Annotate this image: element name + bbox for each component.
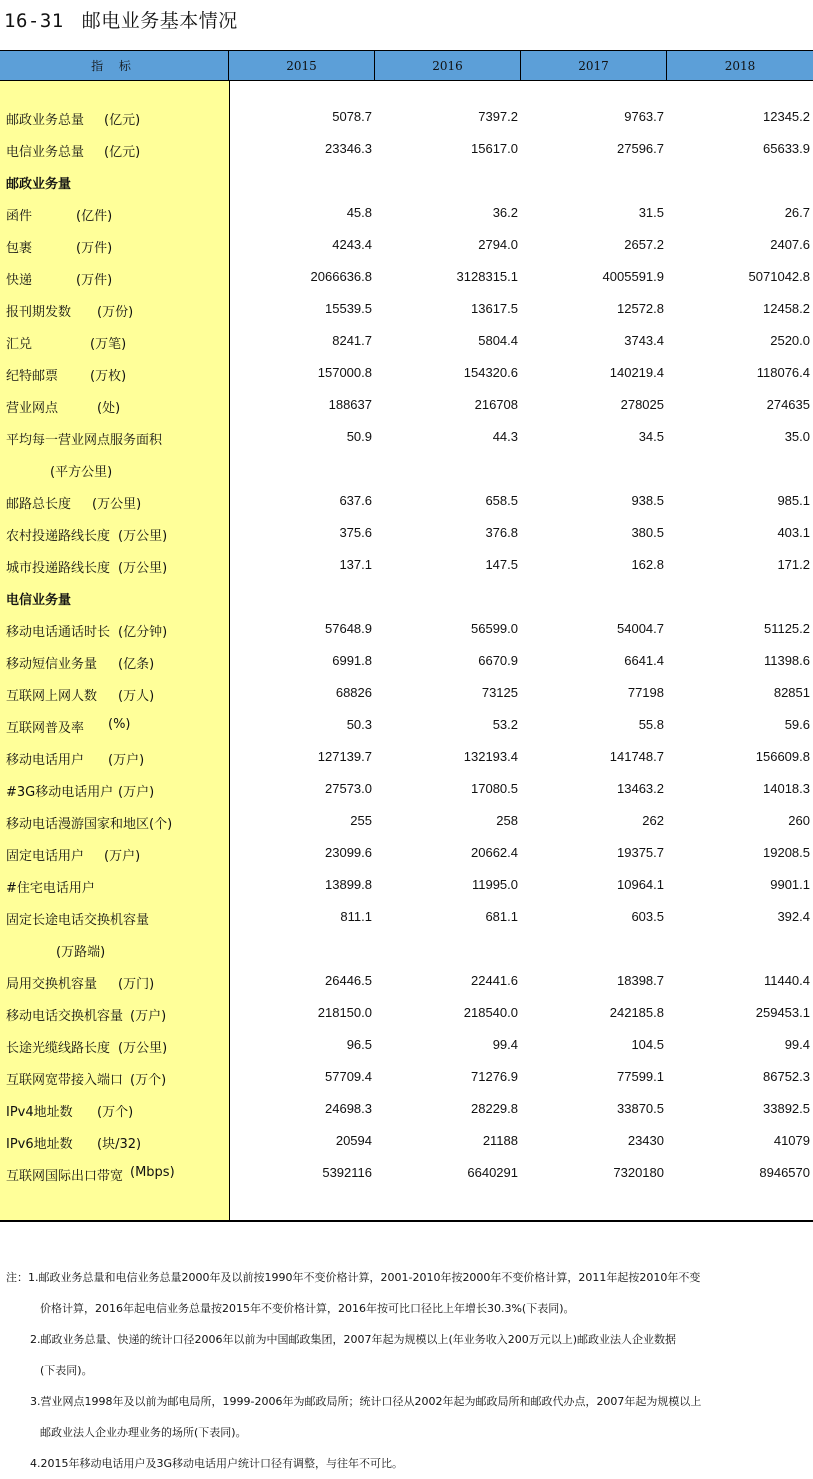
indicator-unit: (万件): [76, 241, 113, 256]
indicator-name: 平均每一营业网点服务面积: [6, 433, 163, 448]
row-label: [6, 781, 226, 800]
header-year-2018: 2018: [724, 58, 756, 73]
table-row: [0, 102, 813, 134]
cell-2018: 5071042.8: [748, 269, 810, 284]
indicator-unit: (%): [108, 717, 131, 732]
cell-2017: 19375.7: [617, 845, 664, 860]
cell-2018: 12458.2: [763, 301, 810, 316]
header-year-2016: 2016: [375, 51, 521, 80]
indicator-unit: (万路端): [56, 945, 106, 960]
indicator-name: 移动短信业务量: [6, 657, 98, 672]
cell-2015: 50.3: [346, 717, 372, 732]
table-row: [0, 1094, 813, 1126]
indicator-unit: (块/32): [97, 1137, 142, 1152]
indicator-name: 固定电话用户: [6, 849, 85, 864]
table-row: [0, 998, 813, 1030]
cell-2017: 2657.2: [624, 237, 664, 252]
cell-2018: 2520.0: [770, 333, 810, 348]
header-indicator: 指 标: [0, 51, 229, 80]
row-label: [6, 749, 226, 768]
cell-2016: 15617.0: [471, 141, 518, 156]
table-row: [0, 742, 813, 774]
cell-2016: 22441.6: [471, 973, 518, 988]
indicator-unit: (万枚): [90, 369, 127, 384]
cell-2018: 12345.2: [763, 109, 810, 124]
cell-2016: 13617.5: [471, 301, 518, 316]
table-row: [0, 1126, 813, 1158]
indicator-name: 局用交换机容量: [6, 977, 98, 992]
cell-2015: 6991.8: [332, 653, 372, 668]
table-number: 16-31: [4, 10, 64, 32]
table-title: 邮电业务基本情况: [81, 10, 238, 32]
indicator-name: 互联网国际出口带宽: [6, 1169, 124, 1184]
row-label: [6, 365, 226, 384]
indicator-unit: (亿件): [76, 209, 113, 224]
cell-2016: 20662.4: [471, 845, 518, 860]
cell-2016: 7397.2: [478, 109, 518, 124]
table-header: [0, 50, 813, 81]
row-label: [6, 141, 226, 160]
table-row: [0, 262, 813, 294]
cell-2016: 36.2: [492, 205, 518, 220]
cell-2015: 20594: [335, 1133, 372, 1148]
indicator-unit: (万人): [118, 689, 155, 704]
footnote-line: 4.2015年移动电话用户及3G移动电话用户统计口径有调整，与往年不可比。: [30, 1457, 404, 1470]
indicator-unit: (万公里): [118, 1041, 168, 1056]
indicator-unit: (万户): [108, 753, 145, 768]
cell-2016: 21188: [482, 1133, 518, 1148]
indicator-name: 电信业务总量: [6, 145, 85, 160]
cell-2017: 27596.7: [617, 141, 664, 156]
footnote-line: (下表同)。: [40, 1364, 93, 1377]
cell-2018: 985.1: [777, 493, 810, 508]
footnote-line: 3.营业网点1998年及以前为邮电局所，1999-2006年为邮政局所；统计口径从2002年起为邮政局所和邮政代办点，2007年起为规模以上: [30, 1395, 702, 1408]
table-row: [0, 390, 813, 422]
cell-2017: 6641.4: [624, 653, 664, 668]
cell-2017: 7320180: [613, 1165, 664, 1180]
table-row: [0, 806, 813, 838]
row-label: [6, 109, 226, 128]
header-year-2015: 2015: [229, 51, 375, 80]
indicator-name: 邮政业务总量: [6, 113, 85, 128]
row-label: [6, 237, 226, 256]
cell-2018: 99.4: [784, 1037, 810, 1052]
cell-2015: 375.6: [339, 525, 372, 540]
row-label: [6, 1069, 226, 1088]
row-label: [6, 973, 226, 992]
indicator-name: 邮路总长度: [6, 497, 72, 512]
cell-2018: 65633.9: [763, 141, 810, 156]
page-title: [4, 6, 238, 33]
table-row: [0, 934, 813, 966]
row-label: [6, 493, 226, 512]
indicator-name: 移动电话用户: [6, 753, 85, 768]
cell-2017: 23430: [627, 1133, 664, 1148]
indicator-unit: (万个): [97, 1105, 134, 1120]
cell-2015: 5078.7: [332, 109, 372, 124]
cell-2015: 2066636.8: [310, 269, 372, 284]
cell-2016: 2794.0: [478, 237, 518, 252]
indicator-name: 城市投递路线长度: [6, 561, 111, 576]
cell-2017: 262: [642, 813, 664, 828]
cell-2018: 19208.5: [763, 845, 810, 860]
header-year-2017: 2017: [521, 51, 667, 80]
cell-2015: 188637: [328, 397, 372, 412]
indicator-unit: (亿元): [104, 113, 141, 128]
cell-2016: 99.4: [492, 1037, 518, 1052]
indicator-name: #住宅电话用户: [6, 881, 95, 896]
indicator-unit: (万公里): [92, 497, 142, 512]
indicator-name: 移动电话交换机容量: [6, 1009, 124, 1024]
cell-2016: 44.3: [492, 429, 518, 444]
indicator-name: 固定长途电话交换机容量: [6, 913, 150, 928]
table-row: [0, 230, 813, 262]
cell-2016: 11995.0: [471, 877, 518, 892]
cell-2015: 137.1: [339, 557, 372, 572]
row-label: [6, 205, 226, 224]
row-label: [6, 589, 226, 608]
cell-2017: 34.5: [638, 429, 664, 444]
cell-2016: 218540.0: [463, 1005, 518, 1020]
cell-2017: 55.8: [638, 717, 664, 732]
cell-2018: 260: [788, 813, 810, 828]
cell-2018: 59.6: [784, 717, 810, 732]
cell-2015: 24698.3: [325, 1101, 372, 1116]
cell-2017: 33870.5: [617, 1101, 664, 1116]
cell-2015: 13899.8: [325, 877, 372, 892]
cell-2018: 14018.3: [763, 781, 810, 796]
cell-2017: 3743.4: [624, 333, 664, 348]
cell-2015: 15539.5: [325, 301, 372, 316]
indicator-unit: (万户): [104, 849, 141, 864]
cell-2016: 53.2: [492, 717, 518, 732]
indicator-unit: (万户): [118, 785, 155, 800]
cell-2015: 68826: [335, 685, 372, 700]
table-row: [0, 294, 813, 326]
cell-2015: 5392116: [322, 1165, 372, 1180]
cell-2018: 86752.3: [763, 1069, 810, 1084]
cell-2016: 73125: [481, 685, 518, 700]
row-label: [6, 173, 226, 192]
cell-2015: 57648.9: [325, 621, 372, 636]
row-label: [6, 685, 226, 704]
indicator-unit: (亿条): [118, 657, 155, 672]
cell-2018: 9901.1: [770, 877, 810, 892]
cell-2018: 2407.6: [770, 237, 810, 252]
table-row: [0, 774, 813, 806]
cell-2017: 77198: [627, 685, 664, 700]
row-label: [6, 1101, 226, 1120]
cell-2016: 132193.4: [463, 749, 518, 764]
indicator-name: 报刊期发数: [6, 305, 72, 320]
cell-2015: 811.1: [340, 909, 372, 924]
footnote: [6, 1324, 806, 1386]
indicator-name: 邮政业务量: [6, 177, 72, 192]
cell-2015: 96.5: [346, 1037, 372, 1052]
cell-2017: 162.8: [631, 557, 664, 572]
cell-2018: 118076.4: [756, 365, 810, 380]
cell-2017: 10964.1: [617, 877, 664, 892]
cell-2015: 45.8: [346, 205, 372, 220]
table-row: [0, 870, 813, 902]
cell-2015: 23346.3: [325, 141, 372, 156]
table-row: [0, 1158, 813, 1190]
footnote-line: 价格计算，2016年起电信业务总量按2015年不变价格计算，2016年按可比口径比上年增长30.3%(下表同)。: [40, 1302, 575, 1315]
indicator-name: 长途光缆线路长度: [6, 1041, 111, 1056]
cell-2018: 82851: [773, 685, 810, 700]
cell-2017: 140219.4: [609, 365, 664, 380]
footnote-line: 邮政业法人企业办理业务的场所(下表同)。: [40, 1426, 247, 1439]
row-label: [6, 1165, 226, 1184]
indicator-unit: (万笔): [90, 337, 127, 352]
cell-2017: 4005591.9: [602, 269, 664, 284]
cell-2018: 8946570: [759, 1165, 810, 1180]
table-row: [0, 582, 813, 614]
row-label: [6, 621, 226, 640]
indicator-unit: (万个): [130, 1073, 167, 1088]
footnote: [6, 1262, 806, 1324]
indicator-unit: (处): [97, 401, 121, 416]
row-label: [6, 845, 226, 864]
table-row: [0, 678, 813, 710]
cell-2018: 171.2: [777, 557, 810, 572]
row-label: [6, 429, 226, 448]
cell-2017: 938.5: [631, 493, 664, 508]
cell-2016: 376.8: [485, 525, 518, 540]
cell-2018: 11398.6: [763, 653, 810, 668]
cell-2015: 26446.5: [325, 973, 372, 988]
cell-2017: 12572.8: [617, 301, 664, 316]
cell-2017: 31.5: [638, 205, 664, 220]
cell-2017: 278025: [620, 397, 664, 412]
indicator-unit: (平方公里): [50, 465, 113, 480]
cell-2017: 141748.7: [609, 749, 664, 764]
indicator-name: 移动电话漫游国家和地区(个): [6, 817, 173, 832]
table-bottom-rule: [0, 1220, 813, 1222]
indicator-unit: (万户): [130, 1009, 167, 1024]
cell-2018: 259453.1: [755, 1005, 810, 1020]
cell-2016: 6640291: [467, 1165, 518, 1180]
table-row: [0, 1030, 813, 1062]
cell-2018: 11440.4: [763, 973, 810, 988]
cell-2016: 658.5: [485, 493, 518, 508]
cell-2017: 603.5: [631, 909, 664, 924]
indicator-name: #3G移动电话用户: [6, 785, 114, 800]
cell-2018: 274635: [766, 397, 810, 412]
indicator-name: 互联网上网人数: [6, 689, 98, 704]
footnote: [6, 1386, 806, 1448]
cell-2015: 637.6: [339, 493, 372, 508]
table-row: [0, 518, 813, 550]
row-label: [6, 909, 226, 928]
indicator-name: 移动电话通话时长: [6, 625, 111, 640]
cell-2015: 8241.7: [332, 333, 372, 348]
footnote: [6, 1448, 806, 1479]
indicator-unit: (万件): [76, 273, 113, 288]
cell-2015: 4243.4: [332, 237, 372, 252]
indicator-unit: (Mbps): [130, 1165, 175, 1180]
cell-2017: 242185.8: [609, 1005, 664, 1020]
table-row: [0, 198, 813, 230]
table-row: [0, 838, 813, 870]
indicator-unit: (亿元): [104, 145, 141, 160]
indicator-unit: (万份): [97, 305, 134, 320]
cell-2018: 51125.2: [763, 621, 810, 636]
row-label: [6, 557, 226, 576]
cell-2015: 127139.7: [317, 749, 372, 764]
table-row: [0, 422, 813, 454]
row-label: [6, 653, 226, 672]
cell-2016: 6670.9: [478, 653, 518, 668]
cell-2015: 27573.0: [325, 781, 372, 796]
cell-2016: 28229.8: [471, 1101, 518, 1116]
indicator-unit: (亿分钟): [118, 625, 168, 640]
cell-2016: 154320.6: [463, 365, 518, 380]
indicator-name: 汇兑: [6, 337, 33, 352]
row-label: [6, 333, 226, 352]
indicator-unit: (万门): [118, 977, 155, 992]
cell-2016: 681.1: [485, 909, 518, 924]
table-row: [0, 710, 813, 742]
table-row: [0, 614, 813, 646]
cell-2015: 23099.6: [325, 845, 372, 860]
cell-2018: 33892.5: [763, 1101, 810, 1116]
footnote-line: 注：1.邮政业务总量和电信业务总量2000年及以前按1990年不变价格计算，2001-2010年按2000年不变价格计算，2011年起按2010年不变: [6, 1271, 701, 1284]
cell-2016: 17080.5: [471, 781, 518, 796]
cell-2017: 380.5: [631, 525, 664, 540]
row-label: [6, 877, 226, 896]
indicator-name: 营业网点: [6, 401, 59, 416]
cell-2016: 71276.9: [471, 1069, 518, 1084]
cell-2018: 41079: [773, 1133, 810, 1148]
table-row: [0, 326, 813, 358]
cell-2016: 258: [496, 813, 518, 828]
footnote-line: 2.邮政业务总量、快递的统计口径2006年以前为中国邮政集团，2007年起为规模以上(年业务收入200万元以上)邮政业法人企业数据: [30, 1333, 677, 1346]
cell-2017: 54004.7: [617, 621, 664, 636]
indicator-name: 电信业务量: [6, 593, 72, 608]
cell-2018: 403.1: [777, 525, 810, 540]
cell-2015: 57709.4: [325, 1069, 372, 1084]
cell-2016: 216708: [474, 397, 518, 412]
row-label: [6, 397, 226, 416]
cell-2017: 18398.7: [617, 973, 664, 988]
indicator-name: 包裹: [6, 241, 33, 256]
indicator-name: IPv6地址数: [6, 1137, 73, 1152]
cell-2017: 9763.7: [624, 109, 664, 124]
indicator-name: IPv4地址数: [6, 1105, 73, 1120]
indicator-unit: (万公里): [118, 529, 168, 544]
row-label: [6, 1037, 226, 1056]
table-row: [0, 902, 813, 934]
table-row: [0, 1062, 813, 1094]
cell-2016: 5804.4: [478, 333, 518, 348]
cell-2017: 104.5: [631, 1037, 664, 1052]
table-row: [0, 134, 813, 166]
indicator-unit: (万公里): [118, 561, 168, 576]
indicator-name: 农村投递路线长度: [6, 529, 111, 544]
cell-2018: 156609.8: [755, 749, 810, 764]
indicator-name: 快递: [6, 273, 33, 288]
cell-2018: 35.0: [784, 429, 810, 444]
table-row: [0, 358, 813, 390]
footnotes: [6, 1262, 806, 1479]
cell-2017: 77599.1: [617, 1069, 664, 1084]
cell-2016: 147.5: [485, 557, 518, 572]
table-row: [0, 166, 813, 198]
cell-2016: 56599.0: [471, 621, 518, 636]
table-row: [0, 646, 813, 678]
cell-2018: 26.7: [784, 205, 810, 220]
table-row: [0, 966, 813, 998]
row-label: [6, 525, 226, 544]
table-body: [0, 102, 813, 1190]
cell-2015: 218150.0: [317, 1005, 372, 1020]
indicator-name: 互联网宽带接入端口: [6, 1073, 124, 1088]
row-label: [6, 1133, 226, 1152]
cell-2015: 255: [350, 813, 372, 828]
cell-2016: 3128315.1: [456, 269, 518, 284]
row-label: [6, 717, 226, 736]
indicator-name: 函件: [6, 209, 33, 224]
indicator-name: 互联网普及率: [6, 721, 85, 736]
cell-2018: 392.4: [777, 909, 810, 924]
cell-2015: 157000.8: [317, 365, 372, 380]
cell-2017: 13463.2: [617, 781, 664, 796]
table-row: [0, 454, 813, 486]
row-label: [6, 301, 226, 320]
row-label: [6, 1005, 226, 1024]
table-row: [0, 550, 813, 582]
cell-2015: 50.9: [346, 429, 372, 444]
row-label: [6, 269, 226, 288]
row-label: [6, 813, 226, 832]
indicator-name: 纪特邮票: [6, 369, 59, 384]
table-row: [0, 486, 813, 518]
